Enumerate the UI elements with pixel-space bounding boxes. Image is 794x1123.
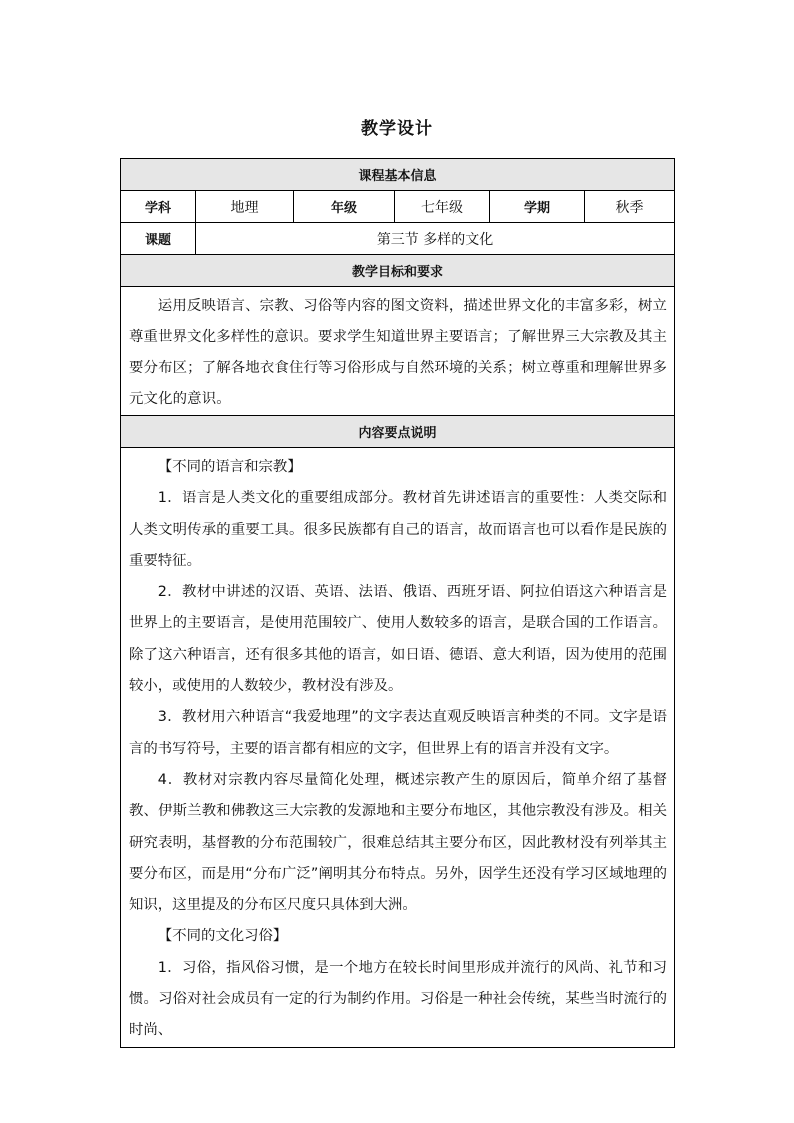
- subject-label: 学科: [121, 191, 196, 223]
- content-paragraph: 2．教材中讲述的汉语、英语、法语、俄语、西班牙语、阿拉伯语这六种语言是世界上的主要语言，是使用范围较广、使用人数较多的语言，是联合国的工作语言。除了这六种语言，还有很多其他的语言，如日语、德语、意大利语，因为使用的范围较小，或使用的人数较少，教材没有涉及。: [129, 584, 668, 695]
- section-heading-language-religion: 【不同的语言和宗教】: [157, 459, 302, 475]
- goals-text: 运用反映语言、宗教、习俗等内容的图文资料，描述世界文化的丰富多彩，树立尊重世界文化多样性的意识。要求学生知道世界主要语言；了解世界三大宗教及其主要分布区；了解各地衣食住行等习俗形成与自然环境的关系；树立尊重和理解世界多元文化的意识。: [129, 298, 668, 407]
- content-paragraph: 4．教材对宗教内容尽量简化处理，概述宗教产生的原因后，简单介绍了基督教、伊斯兰教和佛教这三大宗教的发源地和主要分布地区，其他宗教没有涉及。相关研究表明，基督教的分布范围较广，很难总结其主要分布区，因此教材没有列举其主要分布区，而是用“分布广泛”阐明其分布特点。另外，因学生还没有学习区域地理的知识，这里提及的分布区尺度只具体到大洲。: [129, 771, 668, 914]
- document-title: 教学设计: [361, 119, 433, 139]
- goals-cell: [121, 287, 675, 416]
- section-heading-customs: 【不同的文化习俗】: [157, 928, 288, 945]
- topic-value: 第三节 多样的文化: [196, 223, 675, 255]
- subject-value: 地理: [196, 191, 294, 223]
- term-label: 学期: [490, 191, 585, 223]
- lesson-design-table: [120, 158, 675, 1048]
- content-paragraph: 1．语言是人类文化的重要组成部分。教材首先讲述语言的重要性：人类交际和人类文明传承的重要工具。很多民族都有自己的语言，故而语言也可以看作是民族的重要特征。: [129, 490, 668, 569]
- content-paragraph: 1．习俗，指风俗习惯，是一个地方在较长时间里形成并流行的风尚、礼节和习惯。习俗对社会成员有一定的行为制约作用。习俗是一种社会传统，某些当时流行的时尚、: [129, 959, 668, 1039]
- content-paragraph: 3．教材用六种语言“我爱地理”的文字表达直观反映语言种类的不同。文字是语言的书写符号，主要的语言都有相应的文字，但世界上有的语言并没有文字。: [129, 709, 668, 757]
- goals-header: 教学目标和要求: [121, 255, 675, 287]
- grade-value: 七年级: [395, 191, 490, 223]
- content-header: 内容要点说明: [121, 416, 675, 448]
- topic-label: 课题: [121, 223, 196, 255]
- content-cell: [121, 448, 675, 1048]
- basic-info-header: 课程基本信息: [121, 159, 675, 191]
- grade-label: 年级: [294, 191, 395, 223]
- term-value: 秋季: [585, 191, 675, 223]
